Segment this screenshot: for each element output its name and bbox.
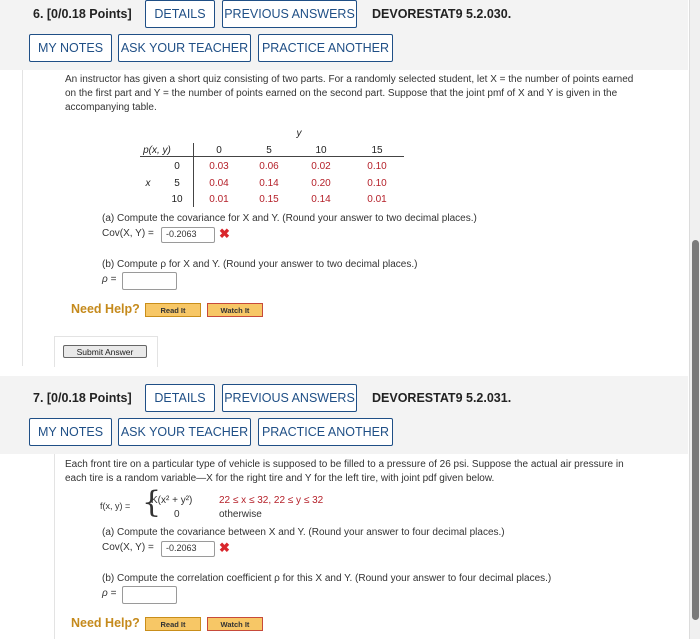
q6-submit-answer-button[interactable]: Submit Answer: [63, 345, 147, 358]
pmf-cell: 0.10: [367, 161, 387, 172]
pdf-case-1: K(x² + y²): [151, 495, 193, 506]
pmf-cell: 0.15: [259, 194, 279, 205]
pmf-x-label: x: [145, 178, 151, 189]
pmf-cell: 0.02: [311, 161, 331, 172]
q7-watch-it-button[interactable]: Watch It: [207, 617, 263, 631]
q6-watch-it-button[interactable]: Watch It: [207, 303, 263, 317]
q7-reference: DEVORESTAT9 5.2.031.: [372, 391, 512, 405]
pmf-cell: 0.10: [367, 178, 387, 189]
q7-rho-input[interactable]: [122, 586, 177, 604]
q7-part-b-text: (b) Compute the correlation coefficient ρ for this X and Y. (Round your answer to four decimal places.): [102, 573, 552, 584]
q6-previous-answers-button[interactable]: PREVIOUS ANSWERS: [222, 0, 357, 28]
q7-part-a-text: (a) Compute the covariance between X and Y. (Round your answer to four decimal places.): [102, 527, 505, 538]
pmf-header-pxy: p(x, y): [143, 145, 171, 156]
pdf-brace: {: [142, 485, 162, 520]
q7-my-notes-button[interactable]: MY NOTES: [29, 418, 112, 446]
q6-points-heading: 6. [0/0.18 Points]: [33, 7, 132, 21]
q6-details-button[interactable]: DETAILS: [145, 0, 215, 28]
pmf-col-5: 5: [266, 145, 272, 156]
q7-text-line-2: each tire is a random variable—X for the right tire and Y for the left tire, with joint pdf given below.: [65, 473, 495, 484]
pmf-cell: 0.14: [311, 194, 331, 205]
q7-previous-answers-button[interactable]: PREVIOUS ANSWERS: [222, 384, 357, 412]
q7-practice-another-button[interactable]: PRACTICE ANOTHER: [258, 418, 393, 446]
incorrect-x-icon: ✖: [219, 226, 230, 241]
pmf-header-rule: [140, 156, 404, 157]
q7-text-line-1: Each front tire on a particular type of vehicle is supposed to be filled to a pressure of 26 psi. Suppose the actual air pressure in: [65, 459, 624, 470]
incorrect-x-icon: ✖: [219, 540, 230, 555]
pmf-row-x-0: 0: [174, 161, 180, 172]
pdf-condition-2: otherwise: [219, 509, 262, 520]
q7-details-button[interactable]: DETAILS: [145, 384, 215, 412]
q7-need-help: Need Help?: [71, 616, 140, 630]
q6-reference: DEVORESTAT9 5.2.030.: [372, 7, 512, 21]
pmf-cell: 0.20: [311, 178, 331, 189]
pmf-col-10: 10: [315, 145, 327, 156]
pdf-case-2: 0: [174, 509, 180, 520]
q7-cov-label: Cov(X, Y) =: [102, 542, 154, 553]
pmf-cell: 0.04: [209, 178, 229, 189]
q6-my-notes-button[interactable]: MY NOTES: [29, 34, 112, 62]
q6-text-line-3: accompanying table.: [65, 102, 157, 113]
q6-practice-another-button[interactable]: PRACTICE ANOTHER: [258, 34, 393, 62]
q6-need-help: Need Help?: [71, 302, 140, 316]
q7-points-heading: 7. [0/0.18 Points]: [33, 391, 132, 405]
q6-rho-input[interactable]: [122, 272, 177, 290]
pdf-condition-1: 22 ≤ x ≤ 32, 22 ≤ y ≤ 32: [219, 495, 324, 506]
q6-ask-teacher-button[interactable]: ASK YOUR TEACHER: [118, 34, 251, 62]
q6-read-it-button[interactable]: Read It: [145, 303, 201, 317]
pmf-row-x-10: 10: [171, 194, 183, 205]
q6-text-line-1: An instructor has given a short quiz consisting of two parts. For a randomly selected student, let X = the number of points earned: [65, 74, 634, 85]
pmf-cell: 0.01: [209, 194, 229, 205]
q6-rho-label: ρ =: [102, 274, 117, 285]
q6-part-b-text: (b) Compute ρ for X and Y. (Round your answer to two decimal places.): [102, 259, 418, 270]
q6-cov-label: Cov(X, Y) =: [102, 228, 154, 239]
pmf-cell: 0.06: [259, 161, 279, 172]
q6-text-line-2: on the first part and Y = the number of points earned on the second part. Suppose that the joint pmf of X and Y is given in the: [65, 88, 618, 99]
q7-ask-teacher-button[interactable]: ASK YOUR TEACHER: [118, 418, 251, 446]
pmf-col-15: 15: [371, 145, 383, 156]
pmf-cell: 0.14: [259, 178, 279, 189]
pmf-row-x-5: 5: [174, 178, 180, 189]
pdf-label: f(x, y) =: [100, 501, 131, 511]
pmf-y-label: y: [296, 128, 302, 139]
pmf-cell: 0.01: [367, 194, 387, 205]
pmf-col-0: 0: [216, 145, 222, 156]
q7-rho-label: ρ =: [102, 588, 117, 599]
page-scrollbar-thumb[interactable]: [692, 240, 699, 620]
q6-part-a-text: (a) Compute the covariance for X and Y. (Round your answer to two decimal places.): [102, 213, 477, 224]
q7-cov-input[interactable]: -0.2063: [161, 541, 215, 557]
pmf-cell: 0.03: [209, 161, 229, 172]
q7-read-it-button[interactable]: Read It: [145, 617, 201, 631]
q6-cov-input[interactable]: -0.2063: [161, 227, 215, 243]
